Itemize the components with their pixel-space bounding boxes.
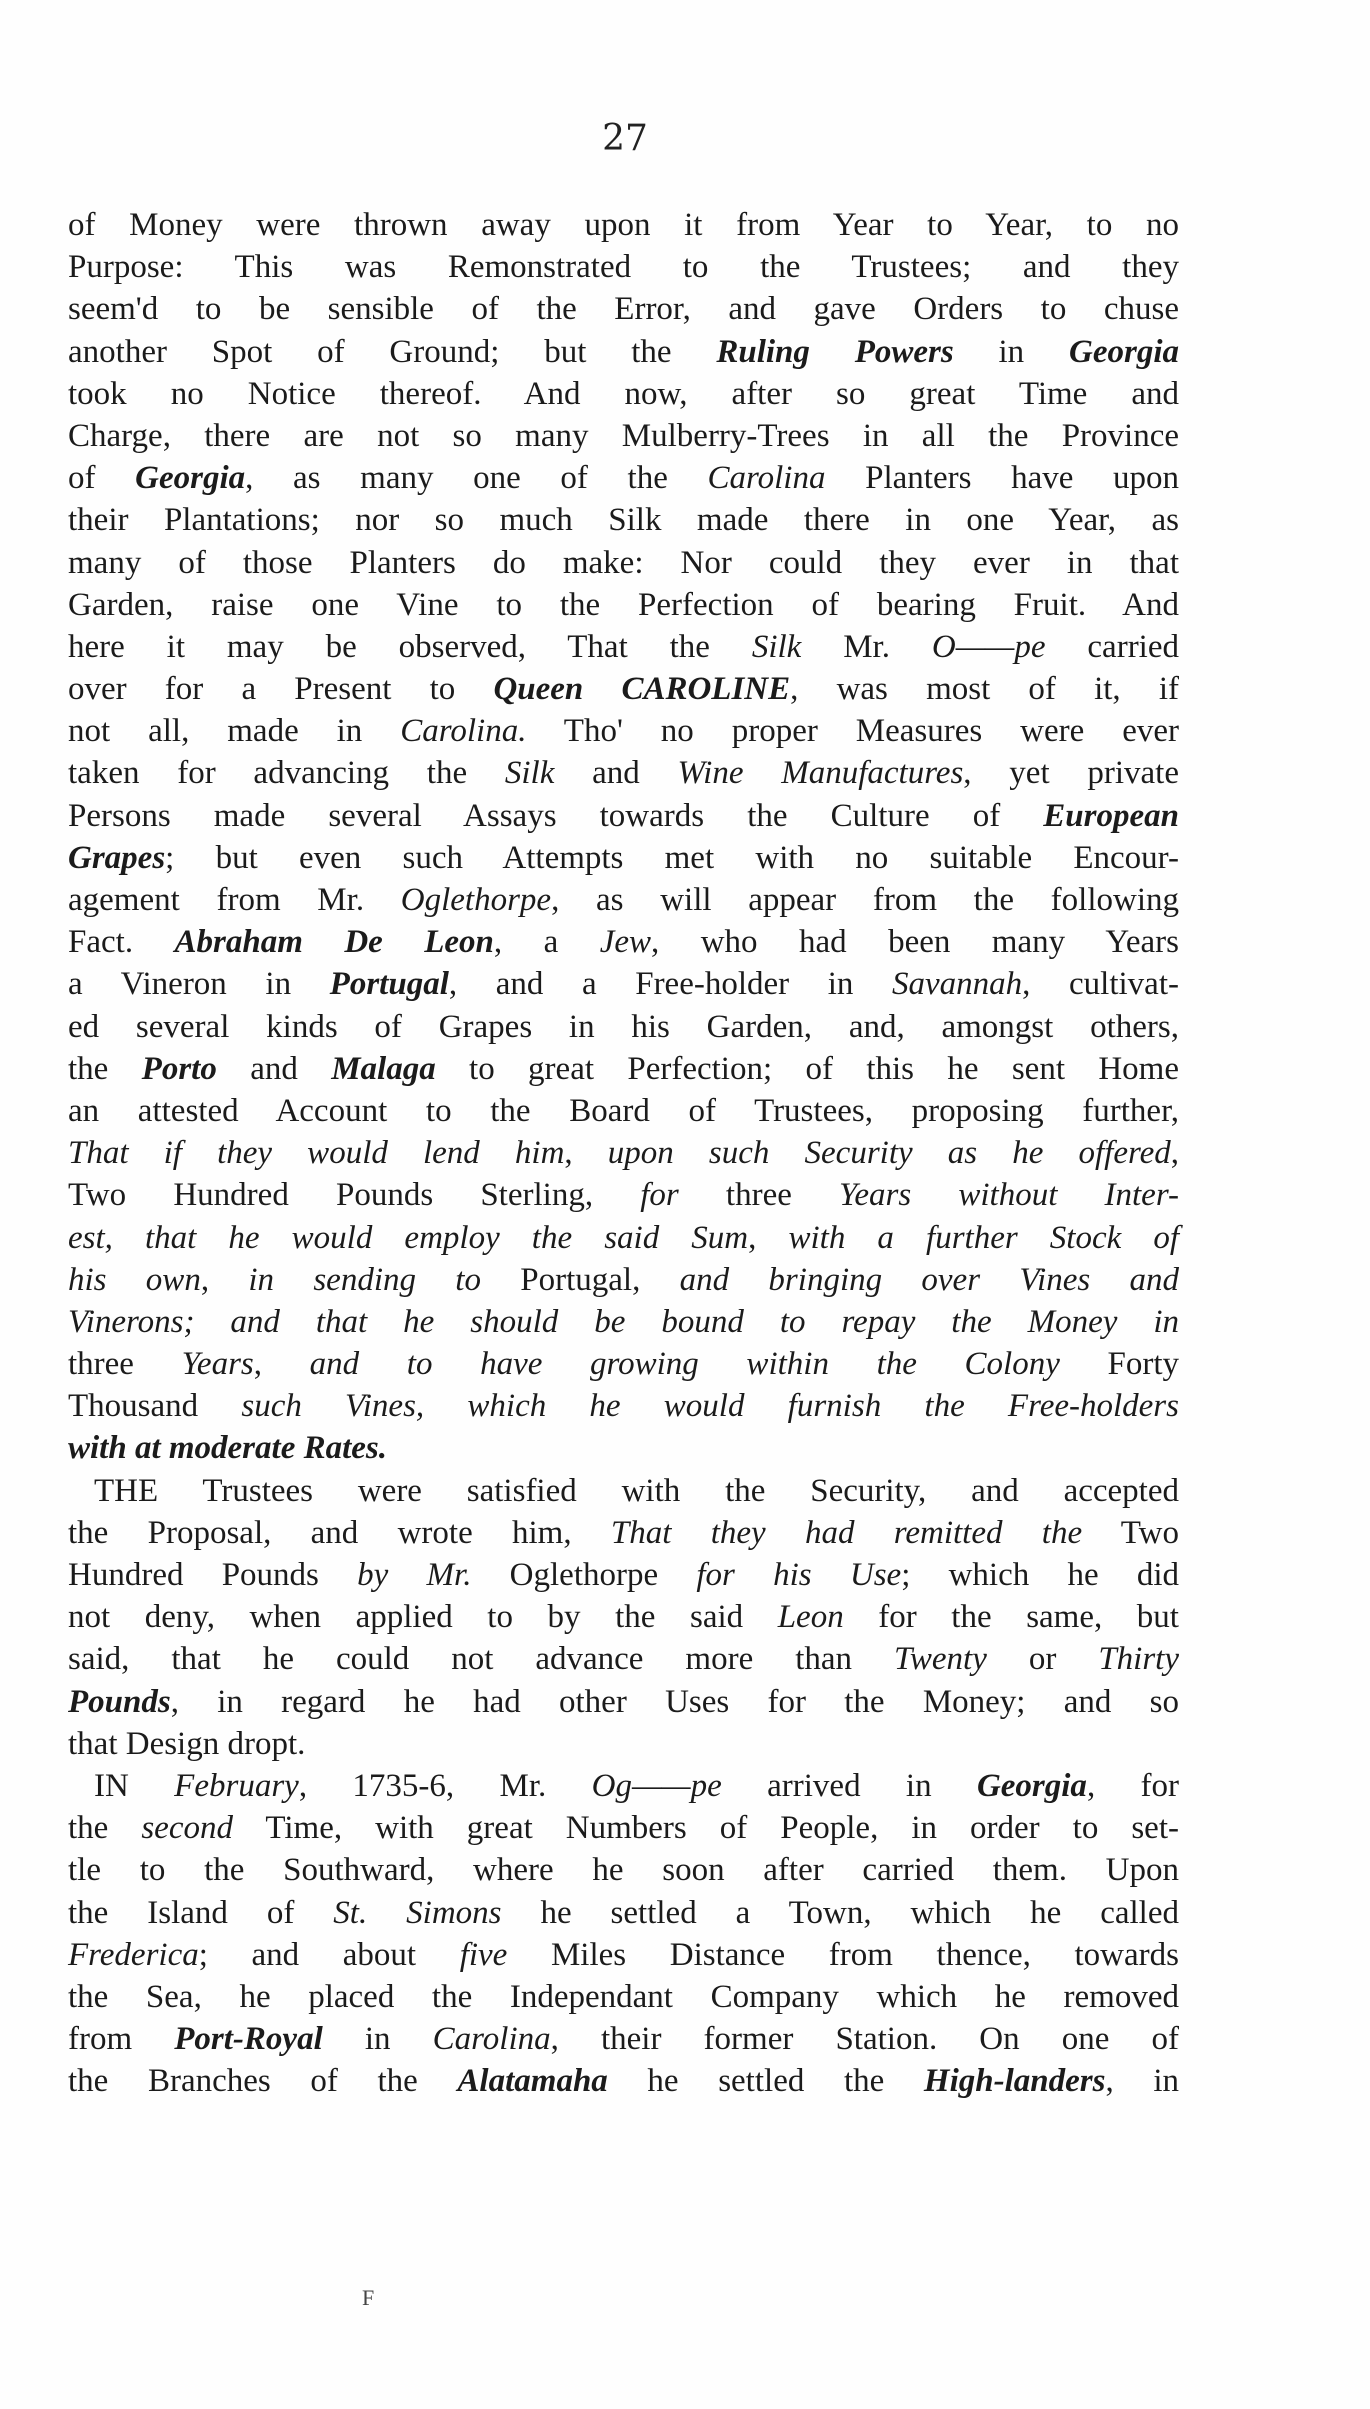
text-line: [68, 879, 1179, 921]
text-line: [68, 1048, 1179, 1090]
text-line: [68, 1849, 1179, 1891]
text-run: , in: [1105, 2063, 1180, 2100]
text-run: Portugal,: [480, 1261, 680, 1298]
text-run: another Spot of Ground; but the: [68, 333, 717, 370]
text-line: [68, 1934, 1179, 1976]
text-run: Wine Manufactures: [677, 755, 964, 792]
text-line: [68, 1132, 1179, 1174]
text-run: took no Notice thereof. And now, after so great Time and: [68, 375, 1179, 412]
text-run: agement from Mr.: [68, 882, 401, 918]
text-line: [68, 1385, 1179, 1427]
text-run: Garden, raise one Vine to the Perfection of bearing Fruit. And: [68, 586, 1179, 623]
text-run: Mr.: [801, 628, 932, 665]
text-run: Pounds: [68, 1683, 171, 1720]
text-run: many of those Planters do make: Nor could they ever in that: [68, 544, 1179, 581]
text-line: [68, 1090, 1179, 1132]
text-run: , yet private: [963, 755, 1179, 792]
text-line: [68, 1723, 1179, 1765]
text-line: [68, 1174, 1179, 1216]
text-run: Alatamaha: [457, 2063, 608, 2100]
text-run: Abraham De Leon: [174, 924, 494, 961]
text-run: St. Simons: [333, 1894, 502, 1931]
text-line: [68, 1470, 1179, 1512]
text-line: [68, 1892, 1179, 1934]
text-run: Vinerons; and that he should be bound to repay the Money in: [68, 1303, 1179, 1340]
text-run: ,: [253, 1346, 310, 1383]
text-run: for the same, but: [843, 1599, 1179, 1636]
text-run: Tho' no proper Measures were ever: [526, 713, 1179, 750]
text-run: and to have growing within the Colony: [309, 1346, 1060, 1383]
text-run: for: [640, 1177, 679, 1214]
text-run: in: [322, 2021, 433, 2058]
text-line: [68, 1217, 1179, 1259]
text-line: [68, 204, 1179, 246]
text-run: Thirty: [1098, 1641, 1179, 1678]
text-run: February: [174, 1767, 299, 1804]
text-run: that Design dropt.: [68, 1725, 306, 1762]
text-run: Porto: [141, 1050, 217, 1087]
text-line: [68, 752, 1179, 794]
text-run: Two Hundred Pounds Sterling,: [68, 1177, 641, 1214]
text-run: Port-Royal: [174, 2021, 323, 2058]
text-run: Jew: [599, 924, 652, 961]
text-run: Georgia: [976, 1767, 1087, 1804]
text-run: Ruling Powers: [716, 333, 954, 370]
text-line: [68, 1006, 1179, 1048]
text-line: [68, 710, 1179, 752]
text-run: of Money were thrown away upon it from Year to Year, to no: [68, 207, 1179, 243]
text-run: ,: [1170, 1135, 1179, 1172]
text-run: carried: [1045, 628, 1180, 665]
text-run: Silk: [504, 755, 555, 792]
text-run: , for: [1086, 1767, 1180, 1804]
text-run: an attested Account to the Board of Trustees, proposing further,: [68, 1092, 1179, 1129]
text-run: Miles Distance from thence, towards: [507, 1936, 1179, 1973]
text-line: [68, 499, 1179, 541]
text-line: [68, 2060, 1179, 2102]
text-run: the Sea, he placed the Independant Company which he removed: [68, 1978, 1179, 2015]
text-run: THE Trustees were satisfied with the Security, and accepted: [94, 1472, 1179, 1509]
text-run: Silk: [751, 628, 802, 665]
text-run: such Vines, which he would furnish the Free-holders: [241, 1388, 1179, 1425]
text-run: ,: [564, 1135, 608, 1172]
text-run: taken for advancing the: [68, 755, 505, 792]
text-run: Fact.: [68, 924, 175, 961]
text-run: Grapes: [68, 839, 166, 876]
text-run: Time, with great Numbers of People, in order to set-: [232, 1810, 1179, 1847]
text-run: the: [68, 1810, 142, 1847]
text-line: [68, 626, 1179, 668]
text-line: [68, 1681, 1179, 1723]
text-line: [68, 1807, 1179, 1849]
text-run: Hundred Pounds: [68, 1557, 358, 1593]
text-run: he settled a Town, which he called: [501, 1894, 1179, 1931]
text-run: Two: [1082, 1514, 1179, 1551]
text-run: , and a Free-holder in: [448, 966, 893, 1003]
text-run: his own: [68, 1261, 201, 1298]
text-run: Persons made several Assays towards the Culture of: [68, 797, 1044, 834]
text-run: , who had been many Years: [651, 924, 1179, 961]
text-run: seem'd to be sensible of the Error, and gave Orders to chuse: [68, 291, 1179, 328]
text-line: [68, 288, 1179, 330]
text-run: Oglethorpe: [400, 882, 552, 918]
text-run: Georgia: [1069, 333, 1180, 370]
text-line: [68, 1765, 1179, 1807]
text-line: [68, 795, 1179, 837]
text-line: [68, 1976, 1179, 2018]
text-run: , as many one of the: [245, 460, 708, 497]
text-line: [68, 1259, 1179, 1301]
text-run: tle to the Southward, where he soon after carried them. Upon: [68, 1852, 1179, 1889]
text-run: their Plantations; nor so much Silk made there in one Year, as: [68, 502, 1179, 539]
text-run: Carolina: [707, 460, 826, 497]
text-run: in sending to: [248, 1261, 481, 1298]
text-run: Portugal: [329, 966, 449, 1003]
text-run: and: [216, 1050, 332, 1087]
text-run: , their former Station. On one of: [550, 2021, 1179, 2058]
text-line: [68, 1596, 1179, 1638]
text-run: of: [68, 460, 136, 497]
text-run: Planters have upon: [825, 460, 1179, 497]
text-run: , 1735-6, Mr.: [298, 1767, 592, 1804]
text-line: [68, 1554, 1179, 1596]
text-run: three: [68, 1346, 182, 1383]
text-run: , a: [493, 924, 600, 961]
text-run: Malaga: [331, 1050, 436, 1087]
text-run: here it may be observed, That the: [68, 628, 752, 665]
text-run: Frederica: [68, 1936, 199, 1973]
text-run: , as will appear from the following: [551, 882, 1180, 918]
text-run: by Mr.: [357, 1557, 472, 1593]
text-line: [68, 837, 1179, 879]
text-run: three: [678, 1177, 840, 1214]
text-line: [68, 415, 1179, 457]
text-line: [68, 668, 1179, 710]
text-run: Og——pe: [591, 1767, 722, 1804]
text-run: second: [141, 1810, 233, 1847]
text-line: [68, 1301, 1179, 1343]
text-run: not all, made in: [68, 713, 401, 750]
text-line: [68, 1343, 1179, 1385]
text-line: [68, 584, 1179, 626]
text-run: five: [459, 1936, 508, 1973]
text-run: the Proposal, and wrote him,: [68, 1514, 611, 1551]
text-run: Queen CAROLINE: [493, 671, 791, 708]
text-run: Purpose: This was Remonstrated to the Trustees; and they: [68, 249, 1179, 286]
text-line: [68, 921, 1179, 963]
text-line: [68, 1427, 1179, 1469]
text-run: a Vineron in: [68, 966, 330, 1003]
text-run: ed several kinds of Grapes in his Garden, and, amongst others,: [68, 1008, 1179, 1045]
text-run: with a further Stock of: [788, 1219, 1180, 1256]
text-run: Georgia: [135, 460, 246, 497]
signature-mark: F: [362, 2285, 375, 2310]
text-run: from: [68, 2021, 175, 2058]
text-line: [68, 2018, 1179, 2060]
text-run: and bringing over Vines and: [679, 1261, 1180, 1298]
text-run: O——pe: [931, 628, 1046, 665]
text-run: ,: [200, 1261, 249, 1298]
text-run: Leon: [777, 1599, 844, 1636]
text-run: , cultivat-: [1022, 966, 1179, 1003]
text-run: the: [68, 1050, 142, 1087]
text-run: Thousand: [68, 1388, 242, 1425]
text-run: High-landers: [923, 2063, 1106, 2100]
text-run: over for a Present to: [68, 671, 494, 708]
text-run: That if they would lend him: [68, 1135, 565, 1172]
text-run: European: [1043, 797, 1179, 834]
text-run: he settled the: [607, 2063, 924, 2100]
text-run: said, that he could not advance more than: [68, 1641, 894, 1678]
text-run: Years without Inter-: [839, 1177, 1179, 1214]
text-line: [68, 963, 1179, 1005]
text-run: for his Use: [696, 1557, 902, 1593]
text-run: , in regard he had other Uses for the Money; and so: [170, 1683, 1179, 1720]
text-line: [68, 373, 1179, 415]
text-line: [68, 1638, 1179, 1680]
text-run: ; and about: [198, 1936, 460, 1973]
text-run: or: [986, 1641, 1099, 1678]
text-run: ; but even such Attempts met with no suitable Encour-: [165, 839, 1179, 876]
text-run: the Island of: [68, 1894, 334, 1931]
text-run: to great Perfection; of this he sent Home: [435, 1050, 1179, 1087]
text-line: [68, 457, 1179, 499]
text-run: in: [953, 333, 1070, 370]
text-run: the Branches of the: [68, 2063, 458, 2100]
text-run: ,: [748, 1219, 789, 1256]
text-run: arrived in: [721, 1767, 977, 1804]
page-number: 27: [602, 118, 648, 159]
body-text: [68, 204, 1179, 2102]
text-run: upon such Security as he offered: [607, 1135, 1171, 1172]
text-run: ; which he did: [901, 1557, 1180, 1593]
text-line: [68, 1512, 1179, 1554]
text-run: Charge, there are not so many Mulberry-Trees in all the Province: [68, 417, 1179, 454]
text-run: Oglethorpe: [471, 1557, 697, 1593]
text-run: That they had remitted the: [610, 1514, 1083, 1551]
text-run: , was most of it, if: [790, 671, 1179, 708]
text-run: Twenty: [893, 1641, 987, 1678]
text-run: and: [554, 755, 678, 792]
text-line: [68, 246, 1179, 288]
text-run: not deny, when applied to by the said: [68, 1599, 778, 1636]
text-run: est, that he would employ the said Sum: [68, 1219, 749, 1256]
text-run: Carolina.: [400, 713, 527, 750]
text-run: Forty: [1059, 1346, 1180, 1383]
text-run: Carolina: [432, 2021, 551, 2058]
text-run: Years: [181, 1346, 254, 1383]
text-line: [68, 542, 1179, 584]
text-run: with at moderate Rates.: [68, 1430, 388, 1467]
text-run: Savannah: [892, 966, 1023, 1003]
text-run: IN: [94, 1767, 175, 1804]
text-line: [68, 331, 1179, 373]
